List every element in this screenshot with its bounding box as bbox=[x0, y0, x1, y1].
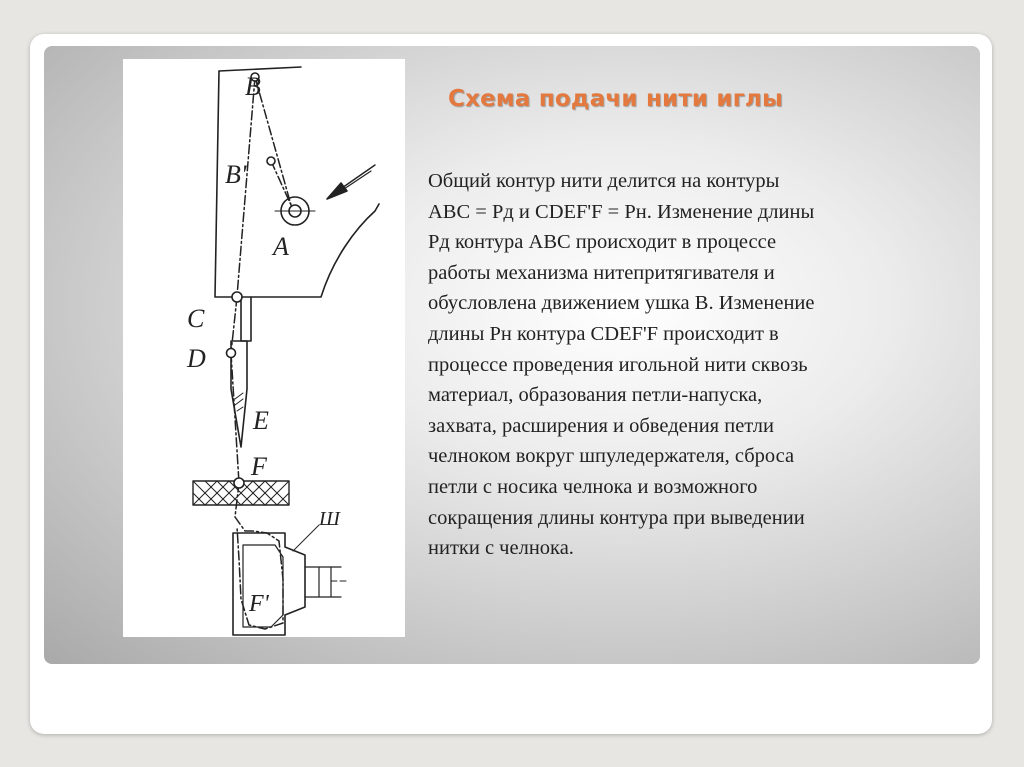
label-D: D bbox=[187, 344, 206, 373]
point-C bbox=[232, 292, 242, 302]
paragraph-line: петли с носика челнока и возможного bbox=[428, 475, 758, 498]
label-Sh: Ш bbox=[319, 508, 340, 530]
thread-feed-diagram bbox=[123, 59, 405, 637]
label-B-prime: B' bbox=[225, 160, 247, 189]
paragraph-line: нитки с челнока. bbox=[428, 537, 574, 560]
paragraph-line: процессе проведения игольной нити сквозь bbox=[428, 353, 808, 376]
paragraph-line: захвата, расширения и обведения петли bbox=[428, 414, 774, 437]
thread-CD bbox=[231, 297, 237, 353]
paragraph-line: работы механизма нитепритягивателя и bbox=[428, 261, 775, 284]
paragraph-line: длины Pн контура CDEF'F происходит в bbox=[428, 322, 779, 345]
body-paragraph bbox=[428, 166, 928, 564]
thread-DF bbox=[231, 353, 239, 483]
sh-leader bbox=[293, 525, 319, 551]
needle-bar bbox=[241, 297, 251, 341]
paragraph-line: обусловлена движением ушка B. Изменение bbox=[428, 292, 815, 315]
label-B: B bbox=[245, 72, 261, 101]
shuttle-body bbox=[233, 533, 305, 635]
point-B-prime bbox=[267, 157, 275, 165]
paragraph-line: сокращения длины контура при выведении bbox=[428, 506, 805, 529]
feed-arrow-head bbox=[327, 183, 347, 199]
paragraph-line: материал, образования петли-напуска, bbox=[428, 384, 763, 407]
bobbin-shaft bbox=[305, 567, 341, 597]
point-D bbox=[227, 349, 236, 358]
paragraph-line: Общий контур нити делится на контуры bbox=[428, 170, 780, 192]
label-A: A bbox=[273, 232, 289, 261]
point-F bbox=[234, 478, 244, 488]
paragraph-line: ABC = Pд и CDEF'F = Pн. Изменение длины bbox=[428, 200, 815, 223]
label-F: F bbox=[251, 452, 267, 481]
slide-title: Схема подачи нити иглы bbox=[448, 86, 783, 112]
label-E: E bbox=[253, 406, 269, 435]
paragraph-line: челноком вокруг шпуледержателя, сброса bbox=[428, 445, 795, 468]
label-C: C bbox=[187, 304, 205, 333]
paragraph-line: Pд контура ABC происходит в процессе bbox=[428, 231, 777, 254]
label-F-prime: F' bbox=[249, 591, 269, 617]
machine-arm-top bbox=[219, 67, 301, 71]
